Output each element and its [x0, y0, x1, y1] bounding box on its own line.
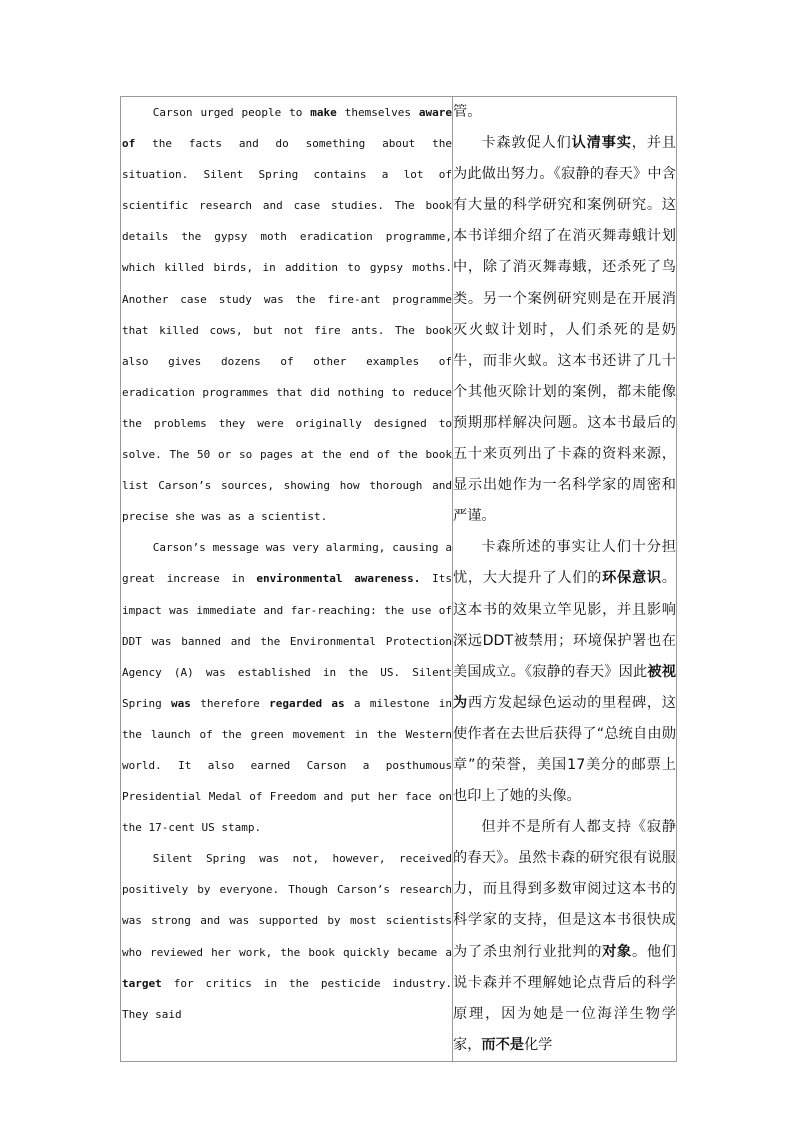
chinese-paragraph-2: [453, 532, 676, 812]
chinese-paragraph-3: [453, 812, 676, 1061]
bold-phrase: make: [310, 106, 337, 119]
text-run: themselves: [336, 106, 419, 119]
text-run: 西方发起绿色运动的里程碑，这使作者在去世后获得了“总统自由勋章”的荣誉，美国17美分的邮票上也印上了她的头像。: [453, 694, 676, 805]
text-run: Carson urged people to: [152, 106, 311, 119]
bold-phrase: target: [122, 976, 162, 990]
text-run: 但并不是所有人都支持《寂静的春天》。虽然卡森的研究很有说服力，而且得到多数审阅过这本书的科学家的支持，但是这本书很快成为了杀虫剂行业批判的: [453, 819, 676, 960]
text-run: the facts and do something about the situation. Silent Spring contains a lot of scientific research and case studies. The book details the gypsy moth eradication programme, which killed birds, in addition to gypsy moths. Another case study was the fire-ant programme that killed cows, but not fire ants. The book also gives dozens of other examples of eradication programmes that did nothing to reduce the problems they were originally designed to solve. The 50 or so pages at the end of the book list Carson’s sources, showing how thorough and precise she was as a scientist.: [122, 137, 452, 524]
english-paragraph-2: [122, 532, 452, 843]
text-run: 卡森所述的事实让人们十分担忧，大大提升了人们的: [453, 539, 676, 587]
chinese-paragraph-1: [453, 128, 676, 532]
text-run: therefore: [190, 696, 270, 710]
english-text: [121, 97, 452, 1030]
chinese-text: [453, 97, 676, 1061]
chinese-paragraph-0: 管。: [453, 104, 482, 120]
bold-phrase: 被视为: [453, 663, 676, 711]
english-paragraph-3: [122, 843, 452, 1030]
bilingual-table: [120, 96, 677, 1062]
text-run: Silent Spring was not, however, received positively by everyone. Though Carson’s research was strong and was supported by most scientists who reviewed her work, the book quickly became a: [122, 852, 452, 959]
text-run: a milestone in the launch of the green movement in the Western world. It also earned Carson a posthumous Presidential Medal of Freedom and put her face on the 17-cent US stamp.: [122, 696, 452, 835]
table-row: [121, 97, 677, 1062]
bold-phrase: regarded as: [269, 696, 345, 710]
text-run: 。这本书的效果立竿见影，并且影响深远DDT被禁用；环境保护署也在美国成立。《寂静的春天》因此: [453, 570, 676, 680]
text-run: Its impact was immediate and far-reaching: the use of DDT was banned and the Environmental Protection Agency (A) was established in the US. Silent Spring: [122, 572, 452, 710]
bold-phrase: 环保意识: [602, 570, 662, 587]
text-run: 。他们说卡森并不理解她论点背后的科学原理，因为她是一位海洋生物学家，: [453, 943, 676, 1053]
bold-phrase: aware of: [122, 106, 452, 151]
text-run: for critics in the pesticide industry. They said: [122, 976, 452, 1021]
text-run: ，并且为此做出努力。《寂静的春天》中含有大量的科学研究和案例研究。这本书详细介绍了在消灭舞毒蛾计划中，除了消灭舞毒蛾，还杀死了鸟类。另一个案例研究则是在开展消灭火蚁计划时，人们杀死的是奶牛，而非火蚁。这本书还讲了几十个其他灭除计划的案例，都未能像预期那样解决问题。这本书最后的五十来页列出了卡森的资料来源，显示出她作为一名科学家的周密和严谨。: [453, 135, 676, 525]
text-run: 卡森敦促人们: [481, 135, 572, 152]
chinese-column: [453, 97, 677, 1062]
bold-phrase: was: [171, 696, 191, 710]
bold-phrase: environmental awareness.: [256, 572, 421, 586]
text-run: Carson’s message was very alarming, causing a great increase in: [122, 541, 452, 586]
bold-phrase: 而不是: [481, 1036, 524, 1053]
bold-phrase: 对象: [602, 943, 632, 960]
english-column: [121, 97, 453, 1062]
bold-phrase: 认清事实: [571, 135, 632, 152]
text-run: 化学: [523, 1036, 553, 1053]
english-paragraph-1: [122, 97, 452, 532]
